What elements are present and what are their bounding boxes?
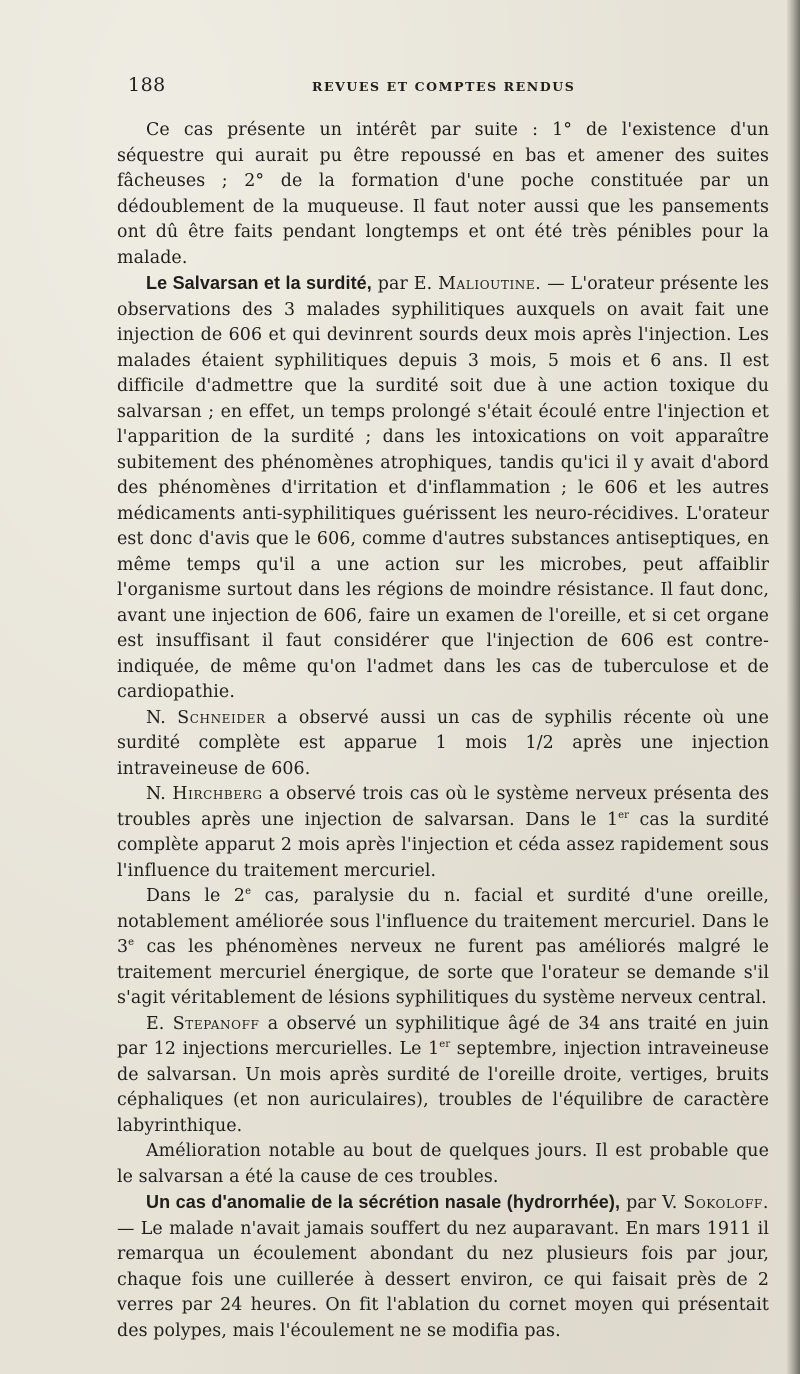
author-name: Stepanoff: [172, 1013, 260, 1034]
page-body: [117, 118, 769, 1344]
paragraph-stepanoff: [117, 1012, 769, 1140]
name-prefix: E.: [146, 1013, 165, 1034]
paragraph-text: a observé un syphilitique âgé de 34 ans traité en juin par 12 injections mercurielles. Le 1: [117, 1013, 769, 1059]
paragraph-hirchberg: [117, 782, 769, 884]
paragraph-cas-2-3: [117, 884, 769, 1012]
section-title-salvarsan: Le Salvarsan et la surdité,: [146, 273, 372, 293]
superscript: er: [618, 809, 630, 821]
byline-par: par E.: [377, 274, 433, 294]
paragraph-text: Dans le 2: [146, 886, 246, 906]
author-name: Sokoloff.: [683, 1193, 769, 1213]
paragraph-salvarsan-surdite: [117, 271, 769, 706]
paragraph-text: Amélioration notable au bout de quelques jours. Il est probable que le salvarsan a été la cause de ces troubles.: [117, 1141, 769, 1187]
paragraph-text: Ce cas présente un intérêt par suite : 1° de l'existence d'un séquestre qui aurait pu être repoussé en bas et amener des suites fâcheuses ; 2° de la formation d'une poche constituée par un dédoublement de la muqueuse. Il faut noter aussi que les pansements ont dû être faits pendant longtemps et ont été très pénibles pour la malade.: [117, 120, 769, 268]
paragraph-hydrorrhee: [117, 1190, 769, 1344]
paragraph-text: cas la surdité complète apparut 2 mois après l'injection et céda assez rapidement sous l'influence du traitement mercuriel.: [117, 809, 769, 881]
name-prefix: N.: [146, 784, 166, 804]
paragraph-schneider: [117, 706, 769, 783]
author-name: Hirchberg: [172, 784, 263, 804]
paragraph-text: a observé trois cas où le système nerveux présenta des troubles après une injection de salvarsan. Dans le 1: [117, 784, 769, 830]
superscript: e: [128, 937, 135, 949]
page-number: 188: [128, 74, 166, 96]
paragraph-sequestre: [117, 118, 769, 271]
paragraph-text: septembre, injection intraveineuse de salvarsan. Un mois après surdité de l'oreille droite, vertiges, bruits céphaliques (et non auriculaires), troubles de l'équilibre de caractère labyrinthique.: [117, 1039, 769, 1136]
paragraph-text: — Le malade n'avait jamais souffert du nez auparavant. En mars 1911 il remarqua un écoulement abondant du nez plusieurs fois par jour, chaque fois une cuillerée à dessert environ, ce qui faisait près de 2 verres par 24 heures. On fit l'ablation du cornet moyen qui présentait des polypes, mais l'écoulement ne se modifia pas.: [117, 1218, 769, 1341]
name-prefix: N.: [146, 707, 166, 728]
author-name: Malioutine.: [438, 274, 542, 294]
paragraph-text: cas, paralysie du n. facial et surdité d'une oreille, notablement améliorée sous l'influence du traitement mercuriel. Dans le 3: [117, 886, 769, 957]
superscript: e: [245, 886, 252, 898]
page-edge-shadow: [786, 0, 800, 1374]
byline-par: par V.: [626, 1193, 678, 1213]
author-name: Schneider: [177, 707, 266, 728]
page-header: [128, 74, 768, 102]
section-title-hydrorrhee: Un cas d'anomalie de la sécrétion nasale (hydrorrhée),: [146, 1192, 621, 1212]
paragraph-text: — L'orateur présente les observations des 3 malades syphilitiques auxquels on avait fait une injection de 606 et qui devinrent sourds deux mois après l'injection. Les malades étaient syphilitiques depuis 3 mois, 5 mois et 6 ans. Il est difficile d'admettre que la surdité soit due à une action toxique du salvarsan ; en effet, un temps prolongé s'était écoulé entre l'injection et l'apparition de la surdité ; dans les intoxications on voit apparaître subitement des phénomènes atrophiques, tandis qu'ici il y avait d'abord des phénomènes d'irritation et d'inflammation ; le 606 et les autres médicaments anti-syphilitiques guérissent les neuro-récidives. L'orateur est donc d'avis que le 606, comme d'autres substances antiseptiques, en même temps qu'il a une action sur les microbes, peut affaiblir l'organisme surtout dans les régions de moindre résistance. Il faut donc, avant une injection de 606, faire un examen de l'oreille, et si cet organe est insuffisant il faut considérer que l'injection de 606 est contre-indiquée, de même qu'on l'admet dans les cas de tuberculose et de cardiopathie.: [117, 274, 769, 702]
paragraph-text: a observé aussi un cas de syphilis récente où une surdité complète est apparue 1 mois 1/2 après une injection intraveineuse de 606.: [117, 707, 769, 779]
running-head: REVUES ET COMPTES RENDUS: [312, 79, 576, 94]
paragraph-amelioration: [117, 1139, 769, 1190]
superscript: er: [439, 1039, 451, 1051]
paragraph-text: cas les phénomènes nerveux ne furent pas améliorés malgré le traitement mercuriel énergique, de sorte que l'orateur se demande s'il s'agit véritablement de lésions syphilitiques du système nerveux central.: [117, 937, 769, 1008]
